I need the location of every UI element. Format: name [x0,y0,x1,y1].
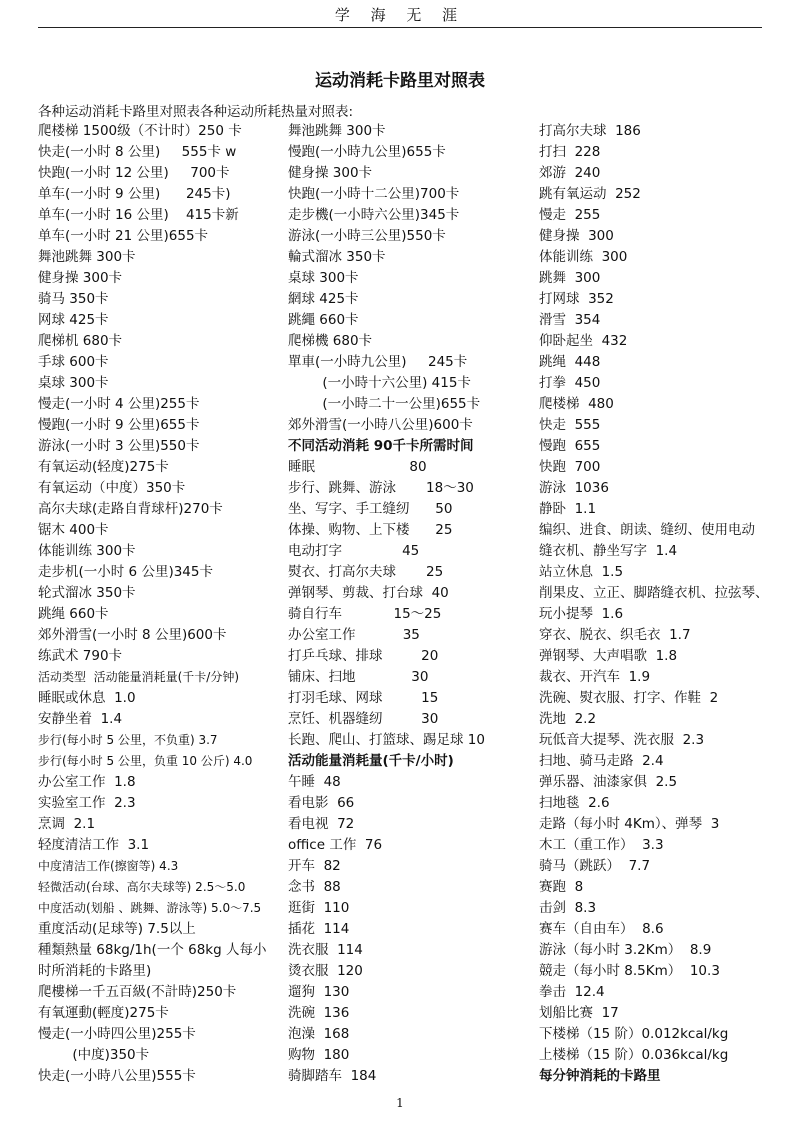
middle-column-entry: 铺床、扫地 30 [288,669,429,685]
left-column-entry: 活动类型 活动能量消耗量(千卡/分钟) [38,670,240,684]
right-column-entry: 打高尔夫球 186 [539,123,641,139]
right-column-entry: 上楼梯（15 阶）0.036kcal/kg [539,1047,729,1063]
left-column-entry: 有氧运动(轻度)275卡 [38,459,169,475]
left-column-entry: 快跑(一小时 12 公里) 700卡 [38,165,230,181]
middle-column-entry: 体操、购物、上下楼 25 [288,522,453,538]
middle-column-entry: 睡眠 80 [288,459,427,475]
page-number: 1 [396,1096,404,1110]
middle-column-entry: 看电影 66 [288,795,355,811]
middle-column-entry: 烹饪、机器缝纫 30 [288,711,439,727]
left-column-entry: 睡眠或休息 1.0 [38,690,136,706]
middle-column-entry: 打羽毛球、网球 15 [288,690,439,706]
right-column-entry: 健身操 300 [539,228,614,244]
right-column-entry: 裁衣、开汽车 1.9 [539,669,651,685]
right-column-entry: 走路（每小时 4Km）、弹琴 3 [539,816,720,832]
left-column-entry: 快走(一小时 8 公里) 555卡 w [38,144,237,160]
right-column-entry: 赛跑 8 [539,879,584,895]
middle-column-entry: 走步機(一小時六公里)345卡 [288,207,460,223]
middle-column-entry: 洗衣服 114 [288,942,363,958]
left-column-entry: 快走(一小時八公里)555卡 [38,1068,196,1084]
middle-column-entry: 看电视 72 [288,816,355,832]
middle-column-entry: 打乒乓球、排球 20 [288,648,439,664]
left-column-entry: 健身操 300卡 [38,270,123,286]
middle-column-entry: 步行、跳舞、游泳 18～30 [288,480,474,496]
document-title: 运动消耗卡路里对照表 [315,71,485,91]
left-column-entry: 安静坐着 1.4 [38,711,123,727]
left-column-entry: 练武术 790卡 [38,648,123,664]
page-header: 学 海 无 涯 [334,6,466,24]
middle-column-entry: 骑自行车 15～25 [288,606,442,622]
middle-column-entry: (一小時二十一公里)655卡 [288,396,481,412]
middle-column-entry: 爬梯機 680卡 [288,333,373,349]
left-column-entry: 轻微活动(台球、高尔夫球等) 2.5～5.0 [38,880,246,894]
left-column-entry: 慢走(一小時四公里)255卡 [38,1026,196,1042]
left-column-entry: 跳绳 660卡 [38,606,109,622]
middle-column-entry: 泡澡 168 [288,1026,350,1042]
middle-column-entry: office 工作 76 [288,837,383,853]
right-column-entry: 慢走 255 [539,207,601,223]
left-column-entry: 网球 425卡 [38,312,109,328]
middle-column-entry: 电动打字 45 [288,543,420,559]
header-rule [38,27,762,28]
middle-column-entry: 开车 82 [288,858,341,874]
right-column-entry: 跳有氧运动 252 [539,186,641,202]
middle-column-entry: 洗碗 136 [288,1005,350,1021]
right-column-entry: 打扫 228 [539,144,601,160]
left-column-entry: 舞池跳舞 300卡 [38,249,136,265]
right-column-entry: 木工（重工作） 3.3 [539,837,664,853]
right-column-entry: 快跑 700 [539,459,601,475]
middle-column-entry: 午睡 48 [288,774,341,790]
middle-column-entry: 坐、写字、手工缝纫 50 [288,501,453,517]
right-column-entry: 滑雪 354 [539,312,601,328]
right-column-entry: 站立休息 1.5 [539,564,624,580]
left-column-entry: (中度)350卡 [38,1047,150,1063]
right-column-entry: 扫地、骑马走路 2.4 [539,753,664,769]
left-column-entry: 爬楼梯 1500级（不计时）250 卡 [38,123,242,139]
left-column-entry: 时所消耗的卡路里) [38,963,152,979]
middle-column-entry: 健身操 300卡 [288,165,373,181]
left-column-entry: 实验室工作 2.3 [38,795,136,811]
left-column-entry: 走步机(一小时 6 公里)345卡 [38,564,213,580]
right-column-entry: 弹乐器、油漆家俱 2.5 [539,774,678,790]
left-column-entry: 桌球 300卡 [38,375,109,391]
right-column-entry: 跳舞 300 [539,270,601,286]
middle-column-entry: (一小時十六公里) 415卡 [288,375,471,391]
right-column-entry: 削果皮、立正、脚踏缝衣机、拉弦琴、 [539,585,769,601]
right-column-entry: 打拳 450 [539,375,601,391]
left-column-entry: 单车(一小时 9 公里) 245卡) [38,186,231,202]
right-column [539,121,779,1087]
right-column-entry: 拳击 12.4 [539,984,605,1000]
middle-column-entry: 念书 88 [288,879,341,895]
right-column-entry: 玩小提琴 1.6 [539,606,624,622]
middle-column-entry: 遛狗 130 [288,984,350,1000]
middle-column-entry: 慢跑(一小時九公里)655卡 [288,144,446,160]
middle-column [288,121,528,1087]
right-column-entry: 游泳 1036 [539,480,609,496]
left-column-entry: 烹调 2.1 [38,816,96,832]
right-column-entry: 赛车（自由车） 8.6 [539,921,664,937]
left-column-entry: 中度清洁工作(擦窗等) 4.3 [38,859,179,873]
middle-column-entry: 不同活动消耗 90千卡所需时间 [288,438,474,454]
right-column-entry: 穿衣、脱衣、织毛衣 1.7 [539,627,691,643]
left-column-entry: 有氧运动（中度）350卡 [38,480,186,496]
right-column-entry: 静卧 1.1 [539,501,597,517]
middle-column-entry: 快跑(一小時十二公里)700卡 [288,186,460,202]
right-column-entry: 打网球 352 [539,291,614,307]
middle-column-entry: 骑脚踏车 184 [288,1068,377,1084]
right-column-entry: 洗碗、熨衣服、打字、作鞋 2 [539,690,719,706]
middle-column-entry: 網球 425卡 [288,291,359,307]
right-column-entry: 跳绳 448 [539,354,601,370]
right-column-entry: 游泳（每小时 3.2Km） 8.9 [539,942,712,958]
left-column-entry: 体能训练 300卡 [38,543,136,559]
middle-column-entry: 烫衣服 120 [288,963,363,979]
left-column-entry: 慢跑(一小时 9 公里)655卡 [38,417,200,433]
middle-column-entry: 办公室工作 35 [288,627,420,643]
left-column-entry: 骑马 350卡 [38,291,109,307]
left-column-entry: 慢走(一小时 4 公里)255卡 [38,396,200,412]
middle-column-entry: 游泳(一小時三公里)550卡 [288,228,446,244]
middle-column-entry: 活动能量消耗量(千卡/小时) [288,753,454,769]
left-column-entry: 郊外滑雪(一小时 8 公里)600卡 [38,627,227,643]
right-column-entry: 快走 555 [539,417,601,433]
middle-column-entry: 插花 114 [288,921,350,937]
left-column-entry: 手球 600卡 [38,354,109,370]
right-column-entry: 扫地毯 2.6 [539,795,610,811]
right-column-entry: 郊游 240 [539,165,601,181]
middle-column-entry: 輪式溜冰 350卡 [288,249,386,265]
right-column-entry: 每分钟消耗的卡路里 [539,1068,661,1084]
middle-column-entry: 弹钢琴、剪裁、打台球 40 [288,585,449,601]
right-column-entry: 击剑 8.3 [539,900,597,916]
right-column-entry: 洗地 2.2 [539,711,597,727]
left-column-entry: 步行(每小时 5 公里，负重 10 公斤) 4.0 [38,754,253,768]
middle-column-entry: 熨衣、打高尔夫球 25 [288,564,444,580]
right-column-entry: 弹钢琴、大声唱歌 1.8 [539,648,678,664]
left-column-entry: 轮式溜冰 350卡 [38,585,136,601]
right-column-entry: 体能训练 300 [539,249,628,265]
right-column-entry: 玩低音大提琴、洗衣服 2.3 [539,732,705,748]
right-column-entry: 慢跑 655 [539,438,601,454]
left-column-entry: 種類熱量 68kg/1h(一个 68kg 人每小 [38,942,267,958]
middle-column-entry: 桌球 300卡 [288,270,359,286]
right-column-entry: 仰卧起坐 432 [539,333,628,349]
middle-column-entry: 长跑、爬山、打篮球、踢足球 10 [288,732,485,748]
right-column-entry: 骑马（跳跃） 7.7 [539,858,651,874]
right-column-entry: 编织、进食、朗读、缝纫、使用电动 [539,522,755,538]
middle-column-entry: 购物 180 [288,1047,350,1063]
right-column-entry: 爬楼梯 480 [539,396,614,412]
left-column-entry: 步行(每小时 5 公里，不负重) 3.7 [38,733,218,747]
right-column-entry: 缝衣机、静坐写字 1.4 [539,543,678,559]
left-column-entry: 轻度清洁工作 3.1 [38,837,150,853]
left-column-entry: 有氧運動(輕度)275卡 [38,1005,169,1021]
intro-text: 各种运动消耗卡路里对照表各种运动所耗热量对照表: [38,104,354,120]
left-column [38,121,278,1087]
left-column-entry: 爬樓梯一千五百級(不計時)250卡 [38,984,237,1000]
left-column-entry: 办公室工作 1.8 [38,774,136,790]
left-column-entry: 中度活动(划船 、跳舞、游泳等) 5.0～7.5 [38,901,262,915]
middle-column-entry: 跳繩 660卡 [288,312,359,328]
middle-column-entry: 郊外滑雪(一小時八公里)600卡 [288,417,473,433]
middle-column-entry: 舞池跳舞 300卡 [288,123,386,139]
left-column-entry: 锯木 400卡 [38,522,109,538]
left-column-entry: 游泳(一小时 3 公里)550卡 [38,438,200,454]
left-column-entry: 单车(一小时 16 公里) 415卡新 [38,207,239,223]
left-column-entry: 爬梯机 680卡 [38,333,123,349]
middle-column-entry: 逛街 110 [288,900,350,916]
middle-column-entry: 單車(一小時九公里) 245卡 [288,354,468,370]
right-column-entry: 競走（每小时 8.5Km） 10.3 [539,963,720,979]
left-column-entry: 高尔夫球(走路自背球杆)270卡 [38,501,223,517]
right-column-entry: 划船比赛 17 [539,1005,619,1021]
left-column-entry: 单车(一小时 21 公里)655卡 [38,228,209,244]
right-column-entry: 下楼梯（15 阶）0.012kcal/kg [539,1026,729,1042]
left-column-entry: 重度活动(足球等) 7.5以上 [38,921,196,937]
